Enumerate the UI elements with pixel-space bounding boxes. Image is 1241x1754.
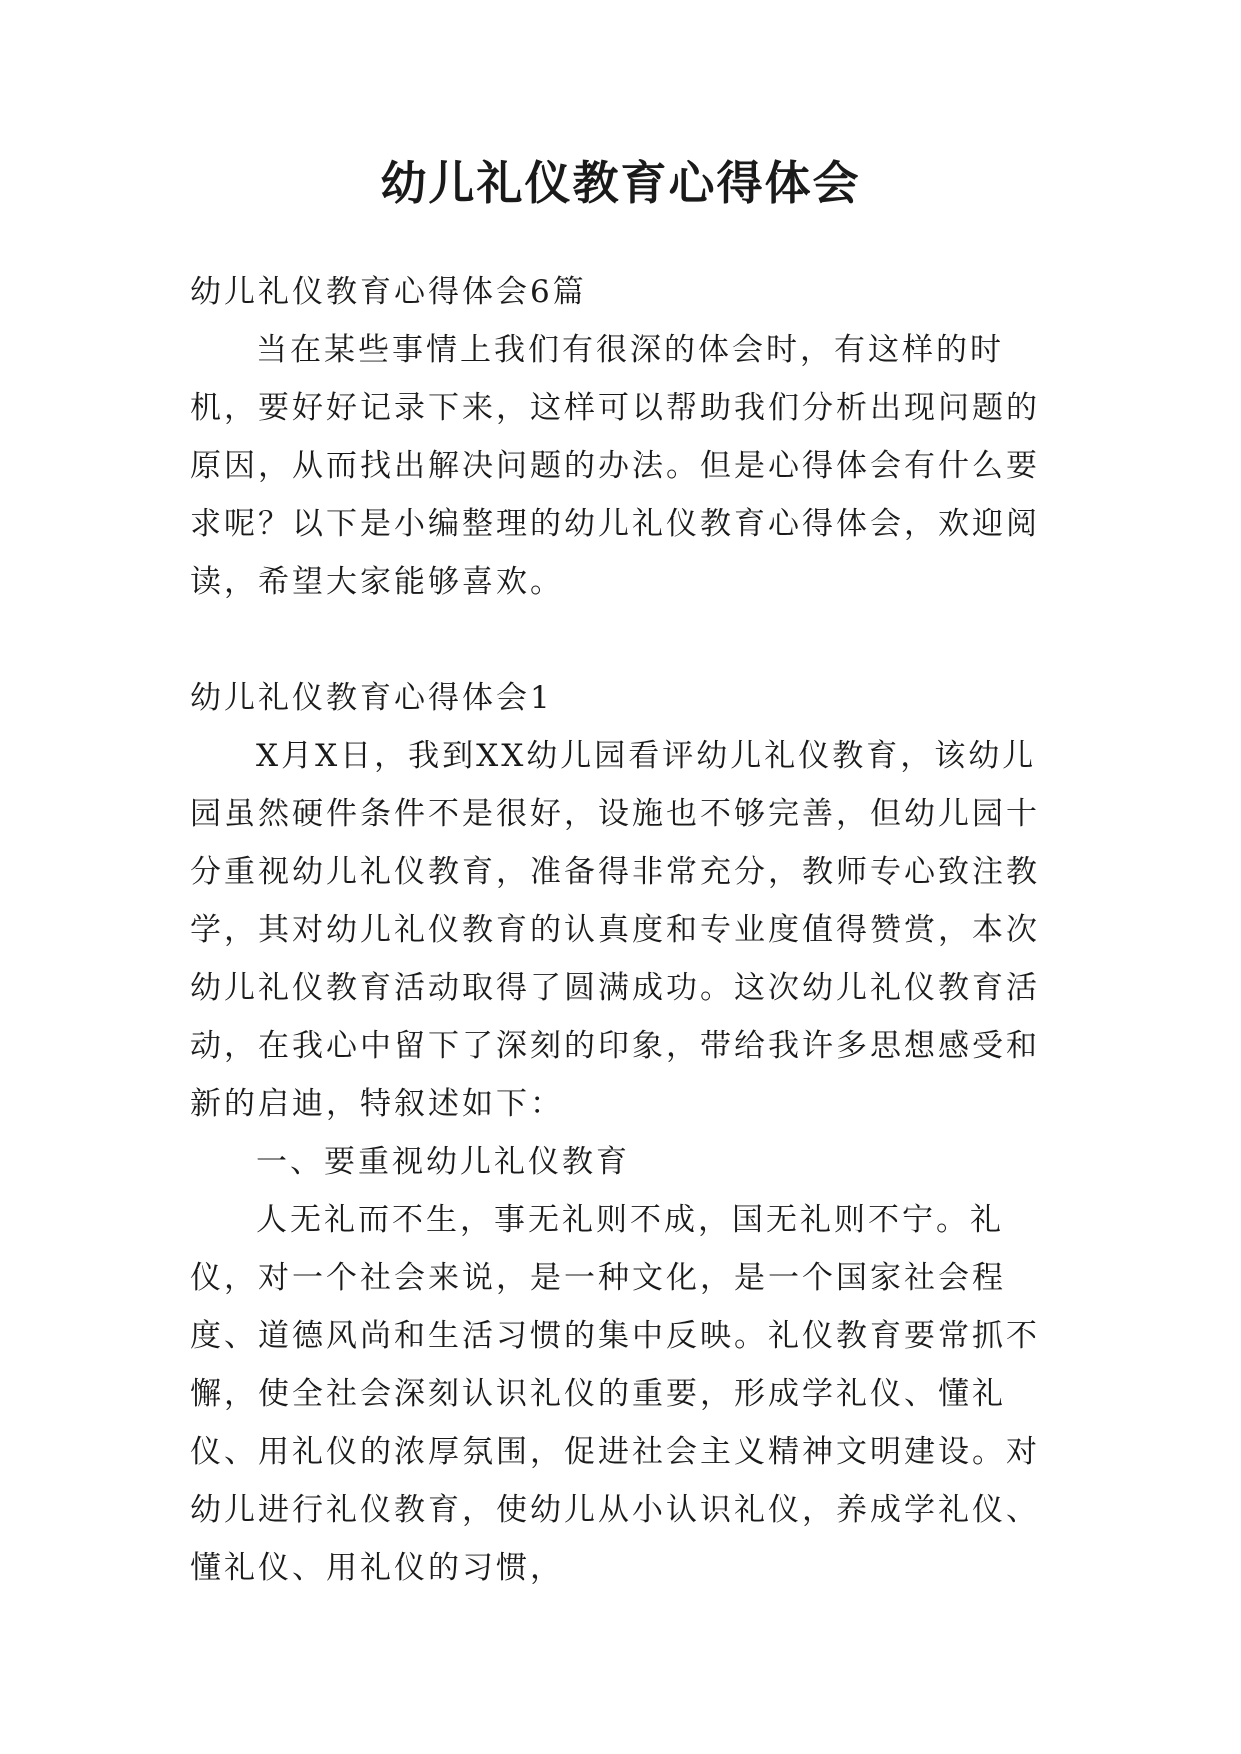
subsection-heading: 一、要重视幼儿礼仪教育 (256, 1144, 630, 1180)
section-heading: 幼儿礼仪教育心得体会1 (190, 680, 553, 716)
paragraph-spacer (190, 611, 1070, 669)
intro-paragraph: 当在某些事情上我们有很深的体会时，有这样的时机，要好好记录下来，这样可以帮助我们分析出现问题的原因，从而找出解决问题的办法。但是心得体会有什么要求呢？以下是小编整理的幼儿礼仪教育心得体会，欢迎阅读，希望大家能够喜欢。 (190, 332, 1040, 600)
document-body (190, 263, 1070, 1597)
body-paragraph: 人无礼而不生，事无礼则不成，国无礼则不宁。礼仪，对一个社会来说，是一种文化，是一个国家社会程度、道德风尚和生活习惯的集中反映。礼仪教育要常抓不懈，使全社会深刻认识礼仪的重要，形成学礼仪、懂礼仪、用礼仪的浓厚氛围，促进社会主义精神文明建设。对幼儿进行礼仪教育，使幼儿从小认识礼仪，养成学礼仪、懂礼仪、用礼仪的习惯， (190, 1202, 1040, 1586)
document-title: 幼儿礼仪教育心得体会 (380, 156, 861, 210)
document-subtitle: 幼儿礼仪教育心得体会6篇 (190, 274, 587, 310)
body-paragraph: X月X日，我到XX幼儿园看评幼儿礼仪教育，该幼儿园虽然硬件条件不是很好，设施也不够完善，但幼儿园十分重视幼儿礼仪教育，准备得非常充分，教师专心致注教学，其对幼儿礼仪教育的认真度和专业度值得赞赏，本次幼儿礼仪教育活动取得了圆满成功。这次幼儿礼仪教育活动，在我心中留下了深刻的印象，带给我许多思想感受和新的启迪，特叙述如下： (190, 738, 1040, 1122)
